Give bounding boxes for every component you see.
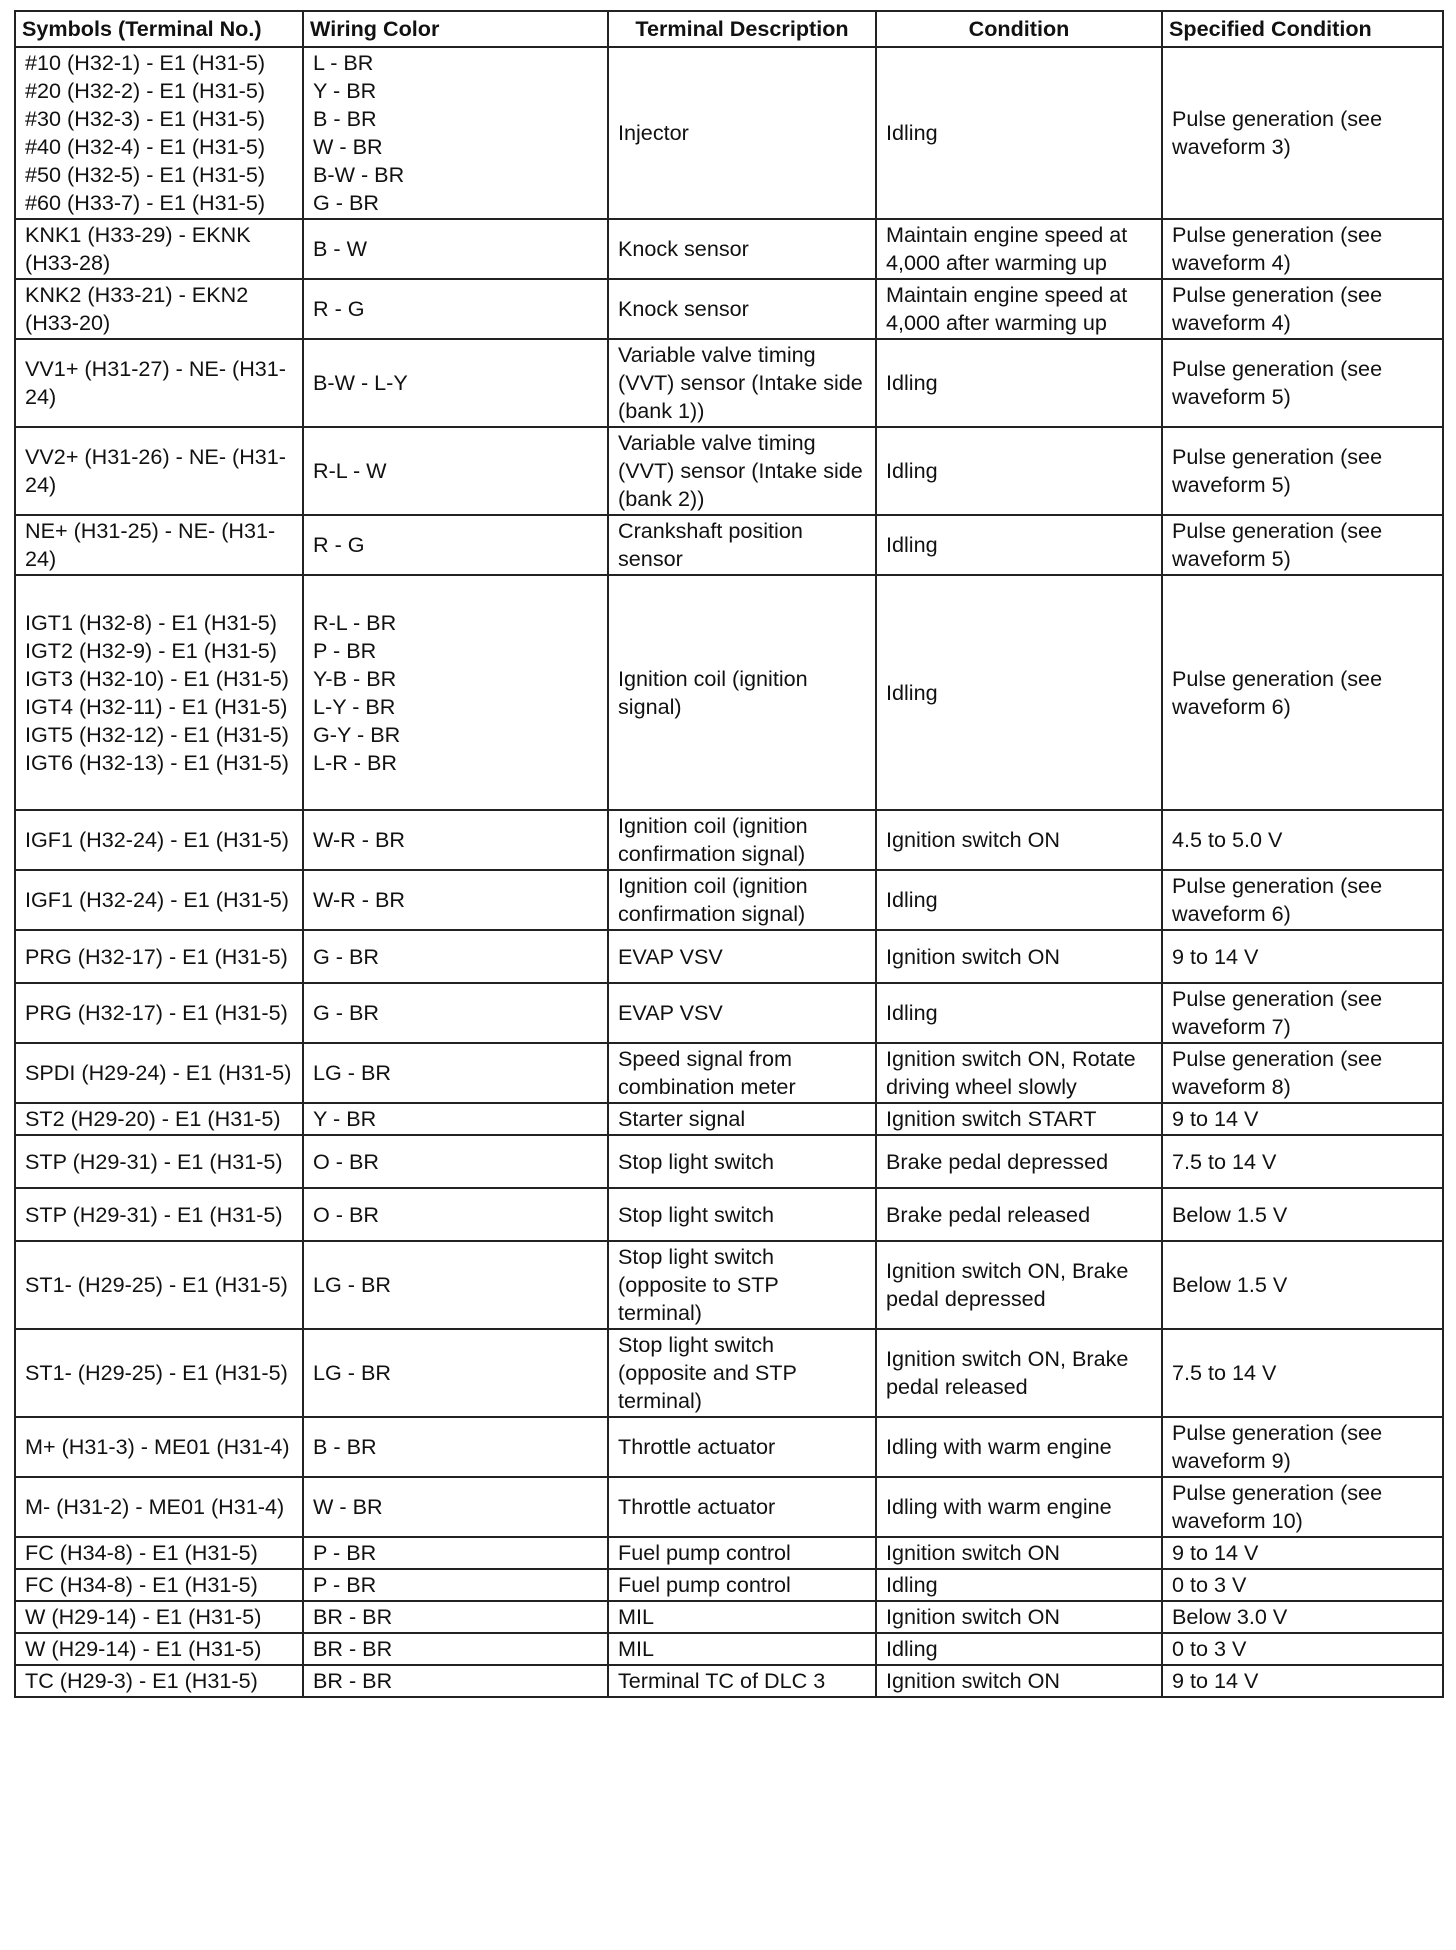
cell-terminal-description: Ignition coil (ignition signal) [608,575,876,810]
header-wiring-color: Wiring Color [303,11,608,47]
cell-symbols: KNK2 (H33-21) - EKN2 (H33-20) [15,279,303,339]
cell-terminal-description: Crankshaft position sensor [608,515,876,575]
cell-specified-condition: Pulse generation (see waveform 4) [1162,279,1443,339]
cell-specified-condition: 0 to 3 V [1162,1569,1443,1601]
table-row [15,1601,1443,1633]
table-row [15,1633,1443,1665]
cell-symbols: M+ (H31-3) - ME01 (H31-4) [15,1417,303,1477]
table-row [15,1477,1443,1537]
cell-condition: Idling [876,870,1162,930]
cell-specified-condition: Below 1.5 V [1162,1188,1443,1241]
cell-symbols: W (H29-14) - E1 (H31-5) [15,1601,303,1633]
cell-symbols: PRG (H32-17) - E1 (H31-5) [15,930,303,983]
cell-condition: Brake pedal depressed [876,1135,1162,1188]
cell-terminal-description: Fuel pump control [608,1537,876,1569]
cell-terminal-description: Ignition coil (ignition confirmation signal) [608,870,876,930]
cell-specified-condition: Pulse generation (see waveform 5) [1162,515,1443,575]
cell-wiring-color: L - BR Y - BR B - BR W - BR B-W - BR G - BR [303,47,608,219]
table-row [15,279,1443,339]
cell-symbols: M- (H31-2) - ME01 (H31-4) [15,1477,303,1537]
cell-specified-condition: Pulse generation (see waveform 4) [1162,219,1443,279]
cell-wiring-color: B - BR [303,1417,608,1477]
cell-wiring-color: B - W [303,219,608,279]
cell-specified-condition: Pulse generation (see waveform 10) [1162,1477,1443,1537]
cell-terminal-description: EVAP VSV [608,930,876,983]
cell-wiring-color: G - BR [303,983,608,1043]
table-row [15,339,1443,427]
cell-condition: Ignition switch ON [876,1601,1162,1633]
cell-terminal-description: EVAP VSV [608,983,876,1043]
cell-condition: Ignition switch ON [876,930,1162,983]
cell-symbols: W (H29-14) - E1 (H31-5) [15,1633,303,1665]
cell-terminal-description: Throttle actuator [608,1417,876,1477]
cell-terminal-description: Stop light switch (opposite and STP terminal) [608,1329,876,1417]
cell-condition: Ignition switch ON [876,1537,1162,1569]
cell-wiring-color: LG - BR [303,1043,608,1103]
cell-terminal-description: Starter signal [608,1103,876,1135]
cell-condition: Idling [876,983,1162,1043]
cell-specified-condition: 7.5 to 14 V [1162,1329,1443,1417]
cell-wiring-color: BR - BR [303,1633,608,1665]
header-terminal-description: Terminal Description [608,11,876,47]
cell-specified-condition: Pulse generation (see waveform 6) [1162,575,1443,810]
table-row [15,219,1443,279]
cell-symbols: PRG (H32-17) - E1 (H31-5) [15,983,303,1043]
cell-wiring-color: G - BR [303,930,608,983]
table-row [15,870,1443,930]
cell-wiring-color: R - G [303,279,608,339]
cell-terminal-description: Variable valve timing (VVT) sensor (Intake side (bank 1)) [608,339,876,427]
cell-specified-condition: 0 to 3 V [1162,1633,1443,1665]
table-row [15,930,1443,983]
cell-symbols: #10 (H32-1) - E1 (H31-5) #20 (H32-2) - E1 (H31-5) #30 (H32-3) - E1 (H31-5) #40 (H32-4) - E1 (H31-5) #50 (H32-5) - E1 (H31-5) #60 (H33-7) - E1 (H31-5) [15,47,303,219]
table-row [15,1665,1443,1697]
cell-wiring-color: O - BR [303,1135,608,1188]
cell-terminal-description: Stop light switch [608,1135,876,1188]
cell-symbols: ST1- (H29-25) - E1 (H31-5) [15,1241,303,1329]
table-row [15,1135,1443,1188]
cell-wiring-color: Y - BR [303,1103,608,1135]
cell-wiring-color: W-R - BR [303,870,608,930]
cell-symbols: NE+ (H31-25) - NE- (H31-24) [15,515,303,575]
cell-wiring-color: R-L - BR P - BR Y-B - BR L-Y - BR G-Y - BR L-R - BR [303,575,608,810]
cell-terminal-description: Ignition coil (ignition confirmation signal) [608,810,876,870]
table-row [15,1329,1443,1417]
cell-specified-condition: Pulse generation (see waveform 8) [1162,1043,1443,1103]
table-row [15,515,1443,575]
cell-wiring-color: B-W - L-Y [303,339,608,427]
cell-symbols: IGT1 (H32-8) - E1 (H31-5) IGT2 (H32-9) - E1 (H31-5) IGT3 (H32-10) - E1 (H31-5) IGT4 (H32-11) - E1 (H31-5) IGT5 (H32-12) - E1 (H31-5) IGT6 (H32-13) - E1 (H31-5) [15,575,303,810]
cell-condition: Idling [876,1569,1162,1601]
cell-specified-condition: 9 to 14 V [1162,1537,1443,1569]
cell-symbols: VV1+ (H31-27) - NE- (H31-24) [15,339,303,427]
cell-condition: Idling [876,515,1162,575]
terminal-spec-table [14,10,1444,1698]
cell-symbols: VV2+ (H31-26) - NE- (H31-24) [15,427,303,515]
cell-specified-condition: Pulse generation (see waveform 9) [1162,1417,1443,1477]
cell-wiring-color: P - BR [303,1569,608,1601]
cell-condition: Idling [876,47,1162,219]
table-row [15,47,1443,219]
header-symbols: Symbols (Terminal No.) [15,11,303,47]
cell-terminal-description: Terminal TC of DLC 3 [608,1665,876,1697]
table-row [15,1569,1443,1601]
cell-wiring-color: P - BR [303,1537,608,1569]
cell-terminal-description: Injector [608,47,876,219]
header-specified-condition: Specified Condition [1162,11,1443,47]
cell-wiring-color: LG - BR [303,1241,608,1329]
cell-wiring-color: BR - BR [303,1665,608,1697]
header-condition: Condition [876,11,1162,47]
cell-specified-condition: 4.5 to 5.0 V [1162,810,1443,870]
cell-symbols: IGF1 (H32-24) - E1 (H31-5) [15,870,303,930]
cell-symbols: IGF1 (H32-24) - E1 (H31-5) [15,810,303,870]
cell-condition: Brake pedal released [876,1188,1162,1241]
table-body [15,47,1443,1697]
cell-symbols: KNK1 (H33-29) - EKNK (H33-28) [15,219,303,279]
cell-specified-condition: 9 to 14 V [1162,1665,1443,1697]
table-row [15,427,1443,515]
table-row [15,1043,1443,1103]
cell-specified-condition: Pulse generation (see waveform 5) [1162,427,1443,515]
cell-condition: Idling with warm engine [876,1477,1162,1537]
cell-symbols: ST1- (H29-25) - E1 (H31-5) [15,1329,303,1417]
header-row [15,11,1443,47]
table-row [15,1241,1443,1329]
cell-specified-condition: Pulse generation (see waveform 7) [1162,983,1443,1043]
cell-symbols: FC (H34-8) - E1 (H31-5) [15,1569,303,1601]
table-row [15,1417,1443,1477]
cell-condition: Ignition switch ON [876,1665,1162,1697]
cell-symbols: TC (H29-3) - E1 (H31-5) [15,1665,303,1697]
cell-wiring-color: W - BR [303,1477,608,1537]
cell-wiring-color: W-R - BR [303,810,608,870]
cell-symbols: STP (H29-31) - E1 (H31-5) [15,1188,303,1241]
cell-symbols: SPDI (H29-24) - E1 (H31-5) [15,1043,303,1103]
cell-wiring-color: R - G [303,515,608,575]
cell-condition: Idling [876,339,1162,427]
cell-terminal-description: Throttle actuator [608,1477,876,1537]
cell-specified-condition: Below 1.5 V [1162,1241,1443,1329]
table-row [15,1537,1443,1569]
cell-condition: Ignition switch ON [876,810,1162,870]
cell-condition: Ignition switch ON, Brake pedal depressed [876,1241,1162,1329]
cell-condition: Idling [876,575,1162,810]
cell-wiring-color: O - BR [303,1188,608,1241]
cell-terminal-description: Speed signal from combination meter [608,1043,876,1103]
cell-terminal-description: Variable valve timing (VVT) sensor (Intake side (bank 2)) [608,427,876,515]
table-row [15,983,1443,1043]
cell-specified-condition: 7.5 to 14 V [1162,1135,1443,1188]
cell-terminal-description: Stop light switch [608,1188,876,1241]
cell-condition: Maintain engine speed at 4,000 after warming up [876,219,1162,279]
cell-condition: Ignition switch START [876,1103,1162,1135]
cell-specified-condition: 9 to 14 V [1162,1103,1443,1135]
cell-specified-condition: 9 to 14 V [1162,930,1443,983]
cell-specified-condition: Pulse generation (see waveform 6) [1162,870,1443,930]
cell-condition: Idling with warm engine [876,1417,1162,1477]
cell-terminal-description: Stop light switch (opposite to STP terminal) [608,1241,876,1329]
cell-wiring-color: R-L - W [303,427,608,515]
cell-specified-condition: Pulse generation (see waveform 5) [1162,339,1443,427]
cell-condition: Maintain engine speed at 4,000 after warming up [876,279,1162,339]
cell-specified-condition: Below 3.0 V [1162,1601,1443,1633]
table-row [15,1103,1443,1135]
cell-condition: Idling [876,1633,1162,1665]
cell-terminal-description: MIL [608,1633,876,1665]
cell-condition: Idling [876,427,1162,515]
cell-terminal-description: MIL [608,1601,876,1633]
cell-specified-condition: Pulse generation (see waveform 3) [1162,47,1443,219]
cell-symbols: ST2 (H29-20) - E1 (H31-5) [15,1103,303,1135]
cell-condition: Ignition switch ON, Brake pedal released [876,1329,1162,1417]
cell-wiring-color: BR - BR [303,1601,608,1633]
cell-terminal-description: Knock sensor [608,219,876,279]
table-row [15,1188,1443,1241]
table-row [15,575,1443,810]
cell-wiring-color: LG - BR [303,1329,608,1417]
table-row [15,810,1443,870]
cell-terminal-description: Fuel pump control [608,1569,876,1601]
cell-terminal-description: Knock sensor [608,279,876,339]
cell-condition: Ignition switch ON, Rotate driving wheel slowly [876,1043,1162,1103]
terminal-spec-document [14,10,1442,1698]
cell-symbols: FC (H34-8) - E1 (H31-5) [15,1537,303,1569]
cell-symbols: STP (H29-31) - E1 (H31-5) [15,1135,303,1188]
